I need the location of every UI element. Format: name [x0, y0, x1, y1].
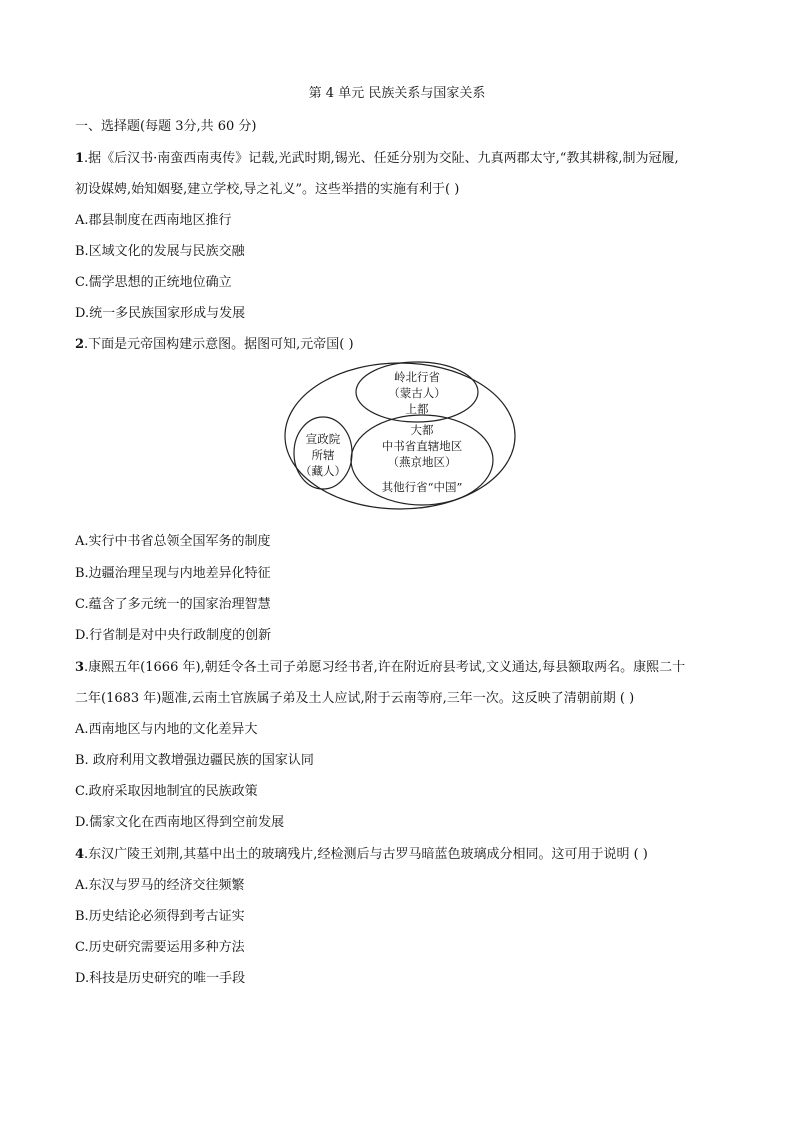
question-2-option-b: B.边疆治理呈现与内地差异化特征 — [75, 566, 271, 581]
lingbei-label: 岭北行省 — [394, 370, 440, 384]
lingbei-people: （蒙古人） — [388, 386, 446, 400]
question-1-option-d: D.统一多民族国家形成与发展 — [75, 306, 246, 321]
question-3-line-2: 二年(1683 年)题准,云南土官族属子弟及土人应试,附于云南等府,三年一次。这反映了清朝前期 ( ) — [75, 691, 635, 706]
question-number: 1 — [75, 151, 85, 166]
question-3-option-d: D.儒家文化在西南地区得到空前发展 — [75, 815, 285, 830]
question-4-option-a: A.东汉与罗马的经济交往频繁 — [75, 878, 245, 893]
yanjing-label: （燕京地区） — [387, 455, 457, 469]
shangdu-label: 上都 — [405, 402, 429, 416]
xuanzheng-people: （藏人） — [300, 464, 346, 478]
question-1-line-2: 初设媒娉,始知姻娶,建立学校,导之礼义”。这些举措的实施有利于( ) — [75, 182, 460, 197]
zhongshu-label: 中书省直辖地区 — [381, 439, 463, 453]
question-text: .下面是元帝国构建示意图。据图可知,元帝国( ) — [84, 337, 354, 352]
question-text: .东汉广陵王刘荆,其墓中出土的玻璃残片,经检测后与古罗马暗蓝色玻璃成分相同。这可用于说明 ( ) — [84, 847, 648, 862]
other-provinces-label: 其他行省“中国” — [381, 480, 463, 494]
question-4-option-b: B.历史结论必须得到考古证实 — [75, 909, 245, 924]
question-text: .康熙五年(1666 年),朝廷令各土司子弟愿习经书者,许在附近府县考试,文义通达,每县额取两名。康熙二十 — [84, 660, 686, 675]
question-number: 2 — [75, 337, 85, 352]
question-4-option-d: D.科技是历史研究的唯一手段 — [75, 971, 246, 986]
yuan-empire-diagram — [282, 360, 518, 512]
dadu-label: 大都 — [410, 423, 434, 437]
page-title: 第 4 单元 民族关系与国家关系 — [308, 86, 486, 101]
question-3-option-a: A.西南地区与内地的文化差异大 — [75, 722, 258, 737]
question-2-option-c: C.蕴含了多元统一的国家治理智慧 — [75, 597, 271, 612]
section-heading: 一、选择题(每题 3分,共 60 分) — [75, 119, 257, 134]
question-1-option-c: C.儒学思想的正统地位确立 — [75, 275, 232, 290]
question-1-option-b: B.区域文化的发展与民族交融 — [75, 244, 245, 259]
question-4-line-1 — [75, 843, 648, 862]
xuanzheng-jurisdiction: 所辖 — [311, 448, 335, 462]
question-1-option-a: A.郡县制度在西南地区推行 — [75, 213, 232, 228]
question-2-option-d: D.行省制是对中央行政制度的创新 — [75, 628, 272, 643]
question-3-option-c: C.政府采取因地制宜的民族政策 — [75, 784, 258, 799]
question-4-option-c: C.历史研究需要运用多种方法 — [75, 940, 245, 955]
question-number: 4 — [75, 847, 85, 862]
question-text: .据《后汉书·南蛮西南夷传》记载,光武时期,锡光、任延分别为交阯、九真两郡太守,“教其耕稼,制为冠履, — [84, 151, 679, 166]
question-2-option-a: A.实行中书省总领全国军务的制度 — [75, 534, 271, 549]
question-3-option-b: B. 政府利用文教增强边疆民族的国家认同 — [75, 753, 314, 768]
question-number: 3 — [75, 660, 85, 675]
question-2-line-1 — [75, 333, 354, 352]
question-1-line-1 — [75, 147, 679, 166]
xuanzheng-label: 宣政院 — [305, 432, 341, 446]
question-3-line-1 — [75, 656, 685, 675]
